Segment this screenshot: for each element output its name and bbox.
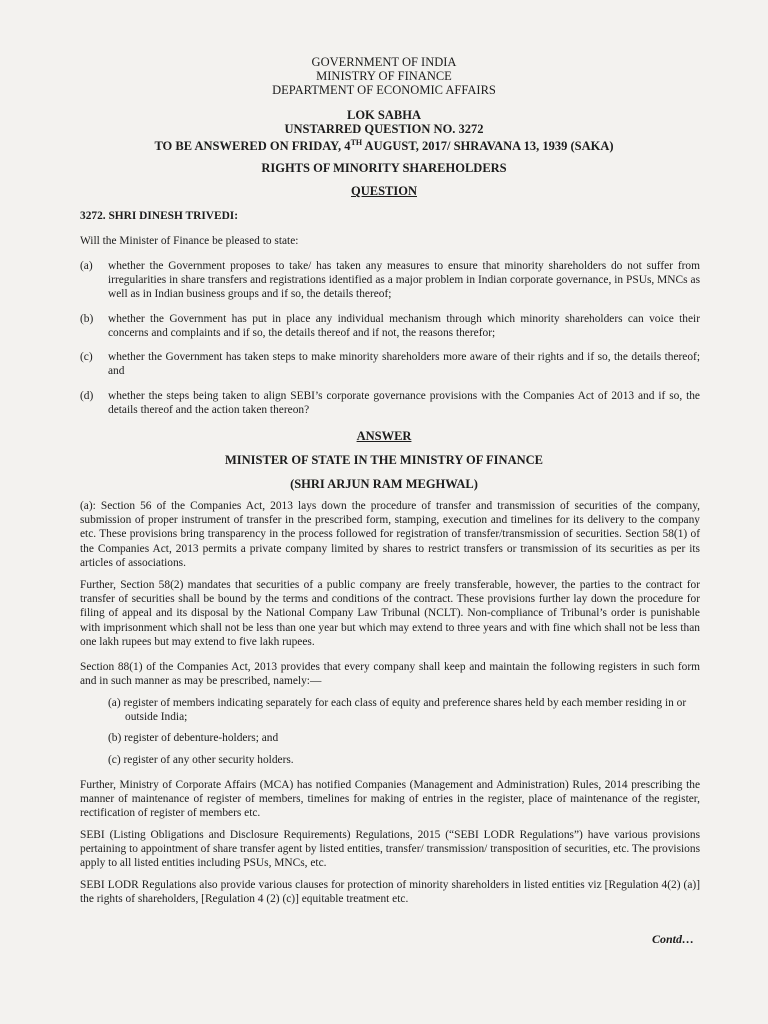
header-government: GOVERNMENT OF INDIA — [311, 55, 457, 69]
answer-date-prefix: TO BE ANSWERED ON FRIDAY, 4 — [154, 139, 351, 154]
header-ministry: MINISTRY OF FINANCE — [316, 69, 452, 83]
answer-paragraph-section-88: Section 88(1) of the Companies Act, 2013 provides that every company shall keep and maintain the following registers in such form and in such manner as may be prescribed, namely:— — [80, 661, 700, 688]
house-name: LOK SABHA — [347, 108, 421, 122]
answer-date-suffix: AUGUST, 2017/ SHRAVANA 13, 1939 (SAKA) — [362, 139, 614, 154]
register-item-members: (a) register of members indicating separately for each class of equity and preference shares held by each member residing in or outside India; — [108, 697, 687, 724]
question-item-label: (d) — [80, 390, 94, 402]
answer-heading: ANSWER — [356, 429, 412, 443]
question-item-text: whether the steps being taken to align SEBI’s corporate governance provisions with the Companies Act of 2013 and if so, the details thereof and the action taken thereon? — [108, 390, 700, 417]
subject-title: RIGHTS OF MINORITY SHAREHOLDERS — [261, 161, 507, 175]
question-item-text: whether the Government proposes to take/ has taken any measures to ensure that minority shareholders do not suffer from irregularities in share transfers and registrations identified as a major problem in Indian corporate governance, in PSUs, MNCs as well as in Indian business groups and if so, the details thereof; — [108, 260, 700, 301]
register-item-debentures: (b) register of debenture-holders; and — [108, 732, 279, 744]
question-item-text: whether the Government has put in place any individual mechanism through which minority shareholders can voice their concerns and complaints and if so, the details thereof and if not, the reasons therefor; — [108, 313, 700, 340]
register-item-security-holders: (c) register of any other security holders. — [108, 754, 294, 766]
header-department: DEPARTMENT OF ECONOMIC AFFAIRS — [272, 83, 496, 97]
question-intro: Will the Minister of Finance be pleased to state: — [80, 235, 299, 247]
question-item-label: (b) — [80, 313, 94, 325]
answer-paragraph-minority-protection: SEBI LODR Regulations also provide various clauses for protection of minority shareholders in listed entities viz [Regulation 4(2) (a)] the rights of shareholders, [Regulation 4 (2) (c)] equitable treatment etc. — [80, 879, 700, 906]
continued-marker: Contd… — [652, 932, 695, 946]
question-heading: QUESTION — [351, 184, 417, 198]
question-number: UNSTARRED QUESTION NO. 3272 — [284, 122, 484, 136]
answer-date — [0, 136, 768, 153]
minister-title: MINISTER OF STATE IN THE MINISTRY OF FINANCE — [224, 453, 543, 467]
question-item-label: (a) — [80, 260, 93, 272]
answer-paragraph-section-58: Further, Section 58(2) mandates that securities of a public company are freely transferable, however, the parties to the contract for transfer of securities shall be bound by the terms and conditions of the contract. These provisions further lay down the procedure for filing of appeal and its disposal by the National Company Law Tribunal (NCLT). Non-compliance of Tribunal’s order is punishable with imprisonment which shall not be less than one year but which may extend to three years and with fine which shall not be less than one lakh rupees but may extend to five lakh rupees. — [80, 579, 700, 648]
answer-paragraph-a: (a): Section 56 of the Companies Act, 2013 lays down the procedure of transfer and transmission of securities of the company, submission of proper instrument of transfer in the prescribed form, stamping, execution and timelines for its delivery to the company etc. These provisions bring transparency in the process followed for registration of transfer/transmission of securities. Section 58(1) of the Companies Act, 2013 permits a private company limited by shares to restrict transfers or transmission of its securities as per its articles of associations. — [80, 500, 700, 569]
answer-date-superscript: TH — [350, 138, 363, 147]
question-item-text: whether the Government has taken steps to make minority shareholders more aware of their rights and if so, the details thereof; and — [108, 351, 700, 378]
answer-paragraph-mca-rules: Further, Ministry of Corporate Affairs (MCA) has notified Companies (Management and Administration) Rules, 2014 prescribing the manner of maintenance of register of members, timelines for making of entries in the register, place of maintenance of the register, rectification of register of members etc. — [80, 779, 700, 820]
question-asker: 3272. SHRI DINESH TRIVEDI: — [80, 210, 239, 222]
answer-paragraph-sebi-lodr: SEBI (Listing Obligations and Disclosure Requirements) Regulations, 2015 (“SEBI LODR Regulations”) have various provisions pertaining to appointment of share transfer agent by listed entities, transfer/ transmission/ transposition of securities, etc. The provisions apply to all listed entities including PSUs, MNCs, etc. — [80, 829, 700, 870]
question-item-label: (c) — [80, 351, 93, 363]
minister-name: (SHRI ARJUN RAM MEGHWAL) — [290, 477, 478, 491]
